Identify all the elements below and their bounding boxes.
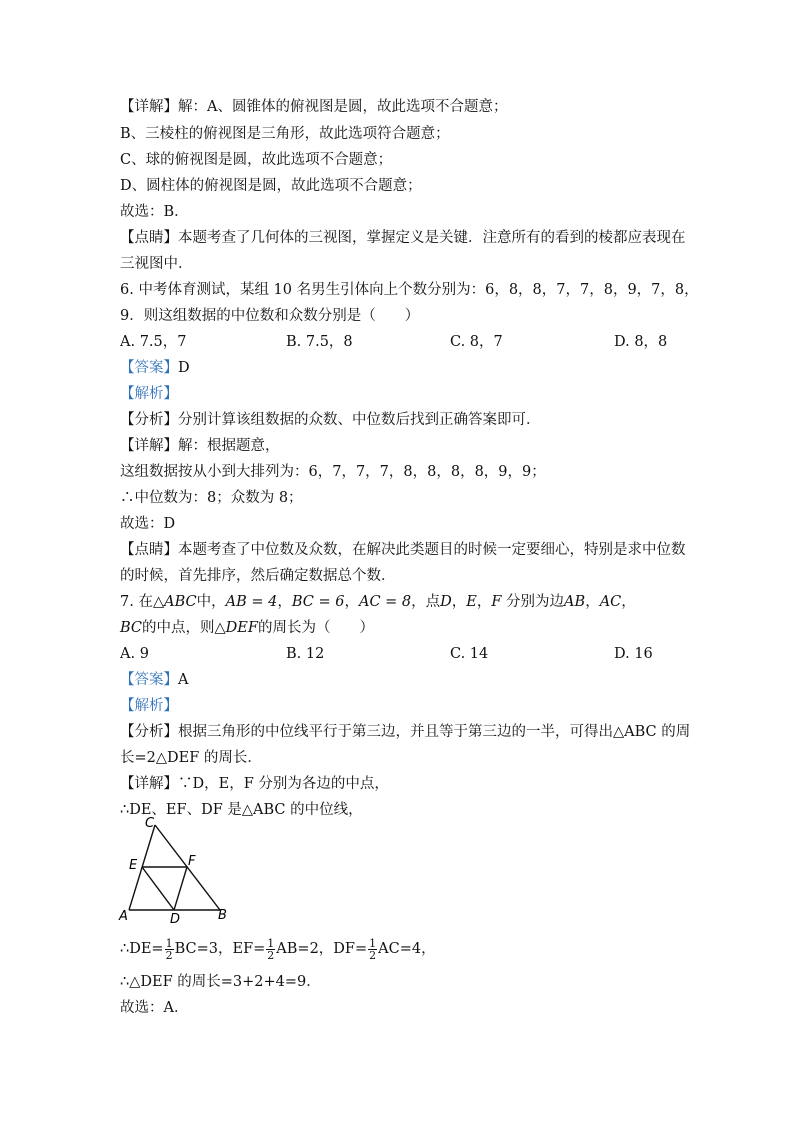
q6-answer-line bbox=[120, 358, 190, 378]
q6-fenxi-line bbox=[120, 410, 541, 430]
fraction-half bbox=[368, 938, 377, 961]
q7-stem-text: 的中点，则 bbox=[142, 620, 215, 636]
q7-answer-line bbox=[120, 670, 188, 690]
q6-option-b[interactable]: B. 7.5，8 bbox=[286, 334, 353, 350]
q7-fenxi-text: 根据三角形的中位线平行于第三边，并且等于第三边的一半，可得出△ABC 的周 bbox=[178, 724, 691, 740]
q6-stem-2: 9．则这组数据的中位数和众数分别是（ ） bbox=[120, 308, 420, 324]
q7-stem-text: 分别为边 bbox=[506, 594, 565, 610]
q6-choice: 故选：D bbox=[120, 516, 176, 532]
fraction-denominator: 2 bbox=[369, 948, 377, 962]
q6-comment-line bbox=[120, 540, 686, 560]
label-a: A bbox=[119, 909, 128, 924]
q7-option-c[interactable]: C. 14 bbox=[450, 646, 489, 662]
fenxi-tag: 【分析】 bbox=[120, 412, 178, 428]
q5-detail-line bbox=[120, 97, 507, 117]
q7-ac: AC = 8 bbox=[358, 594, 412, 610]
fraction-numerator: 1 bbox=[369, 936, 377, 950]
label-c: C bbox=[145, 816, 155, 831]
answer-tag: 【答案】 bbox=[120, 360, 178, 376]
label-b: B bbox=[218, 908, 227, 923]
fraction-numerator: 1 bbox=[267, 936, 275, 950]
q6-answer: D bbox=[178, 360, 190, 376]
q7-stem-text: 的周长为（ ） bbox=[257, 620, 374, 636]
label-e: E bbox=[129, 858, 138, 873]
q7-edge-bc: BC bbox=[120, 620, 143, 636]
label-f: F bbox=[188, 854, 196, 869]
fraction-half bbox=[266, 938, 275, 961]
answer-tag: 【答案】 bbox=[120, 672, 178, 688]
q6-comment-line-2: 的时候，首先排序，然后确定数据总个数． bbox=[120, 568, 396, 584]
q7-point-e: E bbox=[466, 594, 477, 610]
midline-ed bbox=[142, 867, 174, 910]
q7-calc bbox=[120, 937, 436, 961]
calc-text: BC=3，EF= bbox=[174, 941, 266, 957]
q7-option-b[interactable]: B. 12 bbox=[286, 646, 325, 662]
q5-comment-text: 本题考查了几何体的三视图，掌握定义是关键．注意所有的看到的棱都应表现在 bbox=[178, 230, 686, 246]
q7-option-a[interactable]: A. 9 bbox=[120, 646, 149, 662]
triangle-figure bbox=[115, 815, 235, 925]
q7-answer: A bbox=[178, 672, 189, 688]
fraction-denominator: 2 bbox=[165, 948, 173, 962]
calc-text: AC=4， bbox=[378, 941, 436, 957]
label-d: D bbox=[170, 912, 181, 925]
q5-line-b: B、三棱柱的俯视图是三角形，故此选项符合题意； bbox=[120, 126, 450, 142]
q7-perimeter: ∴△DEF 的周长=3+2+4=9． bbox=[120, 974, 321, 990]
q7-point-d: D bbox=[440, 594, 452, 610]
q6-detail-line bbox=[120, 436, 280, 456]
q7-stem-text: ，点 bbox=[411, 594, 441, 610]
q5-choice: 故选：B． bbox=[120, 204, 189, 220]
q6-result: ∴中位数为：8；众数为 8； bbox=[120, 490, 303, 506]
q6-detail-text: 解：根据题意， bbox=[178, 438, 280, 454]
q7-triangle-def: △DEF bbox=[214, 620, 258, 636]
q6-option-a[interactable]: A. 7.5，7 bbox=[120, 334, 187, 350]
q7-edge-ac: AC bbox=[599, 594, 622, 610]
q6-analysis-tag: 【解析】 bbox=[120, 386, 178, 402]
q7-stem-1: 7. 在△ABC中，AB = 4，BC = 6，AC = 8，点D，E，F 分别为边AB，AC， bbox=[120, 594, 636, 610]
q5-comment-line-2: 三视图中． bbox=[120, 256, 193, 272]
fraction-denominator: 2 bbox=[267, 948, 275, 962]
comment-tag: 【点睛】 bbox=[120, 542, 178, 558]
midline-fd bbox=[174, 867, 187, 910]
q6-fenxi-text: 分别计算该组数据的众数、中位数后找到正确答案即可． bbox=[178, 412, 541, 428]
q7-stem-text: 中， bbox=[196, 594, 226, 610]
q7-choice: 故选：A． bbox=[120, 1000, 189, 1016]
fenxi-tag: 【分析】 bbox=[120, 724, 178, 740]
comment-tag: 【点睛】 bbox=[120, 230, 178, 246]
q7-analysis-tag: 【解析】 bbox=[120, 698, 178, 714]
q5-line-d: D、圆柱体的俯视图是圆，故此选项不合题意； bbox=[120, 178, 422, 194]
q7-number: 7. 在 bbox=[120, 594, 153, 610]
q5-detail-text: 解：A、圆锥体的俯视图是圆，故此选项不合题意； bbox=[178, 99, 508, 115]
q6-option-d[interactable]: D. 8，8 bbox=[614, 334, 668, 350]
detail-tag: 【详解】 bbox=[120, 776, 178, 792]
q5-line-c: C、球的俯视图是圆，故此选项不合题意； bbox=[120, 152, 393, 168]
q7-detail-line-2: ∴DE、EF、DF 是△ABC 的中位线， bbox=[120, 802, 363, 818]
q7-triangle-abc: △ABC bbox=[152, 594, 197, 610]
detail-tag: 【详解】 bbox=[120, 438, 178, 454]
q7-edge-ab: AB bbox=[564, 594, 586, 610]
calc-text: AB=2，DF= bbox=[276, 941, 368, 957]
q7-fenxi-line-2: 长=2△DEF 的周长． bbox=[120, 750, 262, 766]
fraction-numerator: 1 bbox=[165, 936, 173, 950]
q6-comment-text: 本题考查了中位数及众数，在解决此类题目的时候一定要细心，特别是求中位数 bbox=[178, 542, 686, 558]
q7-bc: BC = 6 bbox=[291, 594, 345, 610]
q7-fenxi-line bbox=[120, 722, 690, 742]
calc-text: ∴DE= bbox=[120, 941, 164, 957]
q7-detail-text: ∵D，E，F 分别为各边的中点， bbox=[178, 776, 389, 792]
q7-ab: AB = 4 bbox=[225, 594, 278, 610]
q6-option-c[interactable]: C. 8，7 bbox=[450, 334, 503, 350]
detail-tag: 【详解】 bbox=[120, 99, 178, 115]
q5-comment-line bbox=[120, 228, 686, 248]
fraction-half bbox=[165, 938, 174, 961]
q7-option-d[interactable]: D. 16 bbox=[614, 646, 653, 662]
q6-sorted: 这组数据按从小到大排列为：6，7，7，7，8，8，8，8，9，9； bbox=[120, 464, 546, 480]
q7-point-f: F bbox=[491, 594, 502, 610]
q6-stem-1: 6. 中考体育测试，某组 10 名男生引体向上个数分别为：6，8，8，7，7，8，9，7，8， bbox=[120, 282, 699, 298]
q7-detail-line bbox=[120, 774, 389, 794]
q7-stem-2 bbox=[120, 618, 374, 638]
